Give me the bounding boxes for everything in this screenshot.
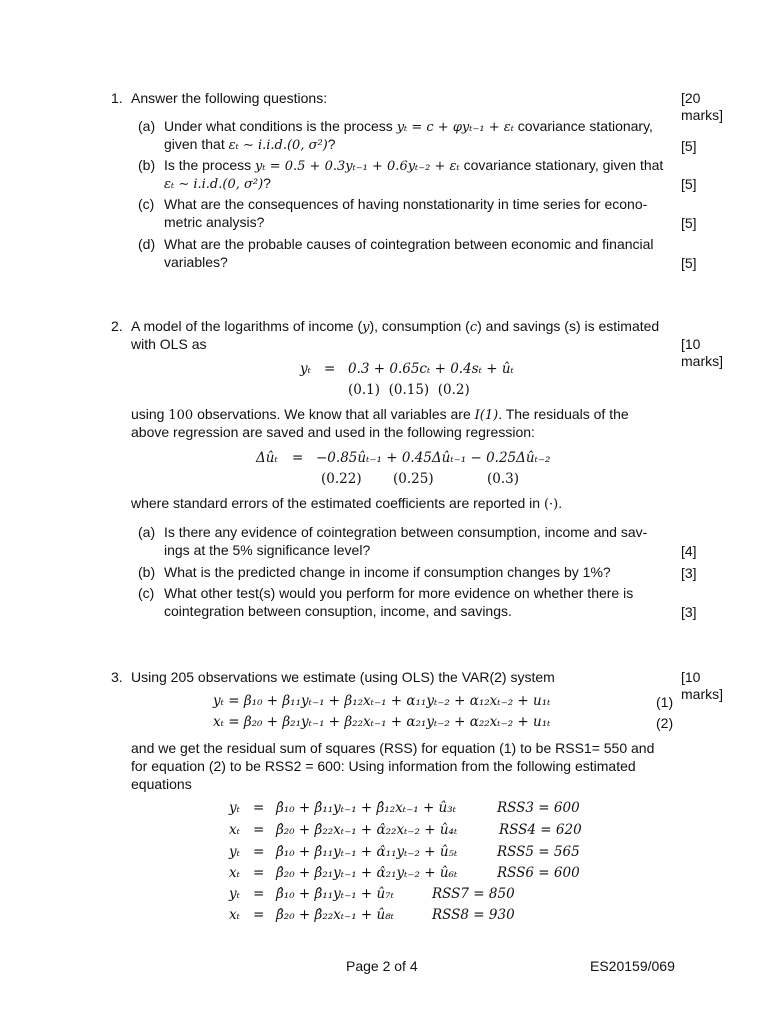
standard-error: (0.25) [393,471,434,487]
equation-equals: = [292,450,304,466]
equation-number: (1) [656,694,674,710]
document-code: ES20159/069 [590,958,675,974]
part-text: cointegration between consuption, income, and savings. [164,603,512,619]
equation-number: (2) [656,715,674,731]
rss-value: RSS4 = 620 [499,822,582,838]
part-text: Is there any evidence of cointegration between consumption, income and sav- [164,524,648,540]
standard-errors: (0.1) (0.15) (0.2) [348,382,470,398]
marks-label: [3] [681,565,697,581]
rss-value: RSS5 = 565 [497,844,580,860]
equation-equals: = [324,361,336,377]
marks-label: [5] [681,215,697,231]
question-text: Answer the following questions: [131,90,328,106]
equation-lhs: yₜ [229,886,240,902]
question-text: Using 205 observations we estimate (using OLS) the VAR(2) system [131,669,555,685]
part-label: (c) [138,585,155,601]
question-number: 1. [111,90,123,106]
equation-rhs: −0.85ûₜ₋₁ + 0.45Δûₜ₋₁ − 0.25Δûₜ₋₂ [316,450,551,466]
marks-label: [5] [681,255,697,271]
system-equation-2: xₜ = β₂₀ + β₂₁yₜ₋₁ + β₂₂xₜ₋₁ + α₂₁yₜ₋₂ + α₂₂xₜ₋₂ + u₁ₜ [213,714,551,730]
question-text: with OLS as [131,336,207,352]
part-label: (d) [138,236,156,252]
equation-equals: = [253,844,265,860]
marks-label: [5] [681,176,697,192]
part-label: (a) [138,524,156,540]
part-label: (a) [138,118,156,134]
marks-label: [3] [681,604,697,620]
part-text: What are the consequences of having nonstationarity in time series for econo- [164,196,648,212]
part-text: ings at the 5% significance level? [164,542,371,558]
question-text: A model of the logarithms of income (y), consumption (c) and savings (s) is estimated [131,318,660,335]
part-label: (c) [138,196,155,212]
equation-equals: = [253,886,265,902]
marks-label: [20 marks] [681,90,723,123]
rss-value: RSS6 = 600 [497,865,580,881]
part-label: (b) [138,564,156,580]
part-text: variables? [164,254,228,270]
equation-equals: = [253,865,265,881]
rss-value: RSS7 = 850 [432,886,515,902]
question-number: 3. [111,669,123,685]
part-text: What is the predicted change in income if consumption changes by 1%? [164,564,611,580]
part-text: εₜ ∼ i.i.d.(0, σ²)? [164,175,271,192]
part-text: What are the probable causes of cointegration between economic and financial [164,236,654,252]
equation-lhs: xₜ [229,822,240,838]
standard-error: (0.3) [487,471,520,487]
standard-error: (0.22) [321,471,362,487]
paragraph: using 100 observations. We know that all variables are I(1). The residuals of the [131,406,629,423]
equation-rhs: β̂₁₀ + β̂₁₁yₜ₋₁ + α̂₁₁yₜ₋₂ + û₅ₜ [276,844,458,860]
paragraph: for equation (2) to be RSS2 = 600: Using information from the following estimated [131,758,636,774]
page-number: Page 2 of 4 [346,958,418,974]
part-text: Is the process yₜ = 0.5 + 0.3yₜ₋₁ + 0.6yₜ₋₂ + εₜ covariance stationary, given that [164,157,664,174]
part-text: metric analysis? [164,214,265,230]
marks-label: [5] [681,138,697,154]
equation-equals: = [253,822,265,838]
equation-lhs: xₜ [229,865,240,881]
part-text: given that εₜ ∼ i.i.d.(0, σ²)? [164,136,336,153]
equation-rhs: β̂₁₀ + β̂₁₁yₜ₋₁ + û₇ₜ [276,886,394,902]
equation-rhs: 0.3 + 0.65cₜ + 0.4sₜ + ûₜ [348,361,514,377]
equation-lhs: yₜ [300,361,311,377]
paragraph: where standard errors of the estimated coefficients are reported in (·). [131,495,563,512]
equation-lhs: Δûₜ [256,450,278,466]
equation-equals: = [253,907,265,923]
question-number: 2. [111,318,123,334]
equation-rhs: β̂₂₀ + β̂₂₂xₜ₋₁ + û₈ₜ [276,907,394,923]
marks-label: [10 marks] [681,336,723,369]
part-text: Under what conditions is the process yₜ = c + φyₜ₋₁ + εₜ covariance stationary, [164,118,653,135]
equation-equals: = [253,800,265,816]
equation-rhs: β̂₁₀ + β̂₁₁yₜ₋₁ + β̂₁₂xₜ₋₁ + û₃ₜ [276,800,456,816]
part-label: (b) [138,157,156,173]
rss-value: RSS8 = 930 [432,907,515,923]
part-text: What other test(s) would you perform for more evidence on whether there is [164,585,634,601]
paragraph: equations [131,776,192,792]
rss-value: RSS3 = 600 [497,800,580,816]
equation-lhs: yₜ [229,800,240,816]
equation-lhs: yₜ [229,844,240,860]
equation-lhs: xₜ [229,907,240,923]
paragraph: above regression are saved and used in the following regression: [131,424,535,440]
equation-rhs: β̂₂₀ + β̂₂₁yₜ₋₁ + α̂₂₁yₜ₋₂ + û₆ₜ [276,865,458,881]
system-equation-1: yₜ = β₁₀ + β₁₁yₜ₋₁ + β₁₂xₜ₋₁ + α₁₁yₜ₋₂ + α₁₂xₜ₋₂ + u₁ₜ [213,693,551,709]
paragraph: and we get the residual sum of squares (RSS) for equation (1) to be RSS1= 550 and [131,740,655,756]
marks-label: [4] [681,543,697,559]
marks-label: [10 marks] [681,669,723,702]
equation-rhs: β̂₂₀ + β̂₂₂xₜ₋₁ + α̂₂₂xₜ₋₂ + û₄ₜ [276,822,458,838]
